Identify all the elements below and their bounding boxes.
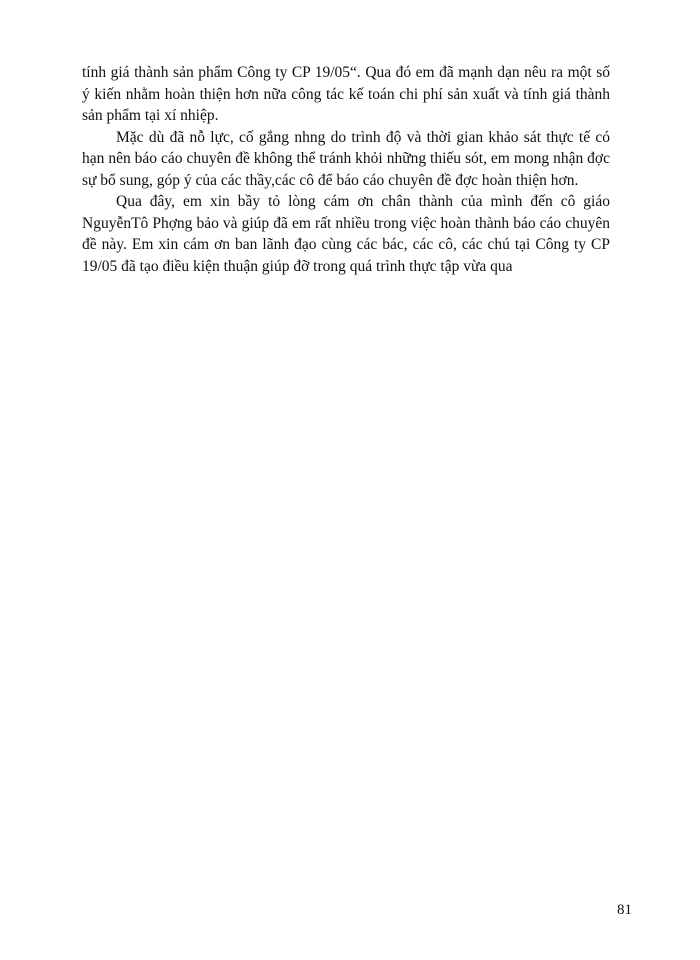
paragraph-2: Mặc dù đã nỗ lực, cố gắng nhng do trình độ và thời gian khảo sát thực tế có hạn nên báo cáo chuyên đề không thể tránh khỏi những thiếu sót, em mong nhận đợc sự bổ sung, góp ý của các thầy,các cô để báo cáo chuyên đề đợc hoàn thiện hơn. [82,128,610,189]
paragraph-1: tính giá thành sản phẩm Công ty CP 19/05“. Qua đó em đã mạnh dạn nêu ra một số ý kiến nhằm hoàn thiện hơn nữa công tác kế toán chi phí sản xuất và tính giá thành sản phẩm tại xí nhiệp. [82,64,610,124]
page-number: 81 [617,902,632,918]
body-text [82,62,610,277]
paragraph-3: Qua đây, em xin bầy tỏ lòng cám ơn chân thành của mình đến cô giáo NguyễnTô Phợng bảo và giúp đã em rất nhiều trong việc hoàn thành báo cáo chuyên đề này. Em xin cám ơn ban lãnh đạo cùng các bác, các cô, các chú tại Công ty CP 19/05 đã tạo điều kiện thuận giúp đỡ trong quá trình thực tập vừa qua [82,193,610,275]
